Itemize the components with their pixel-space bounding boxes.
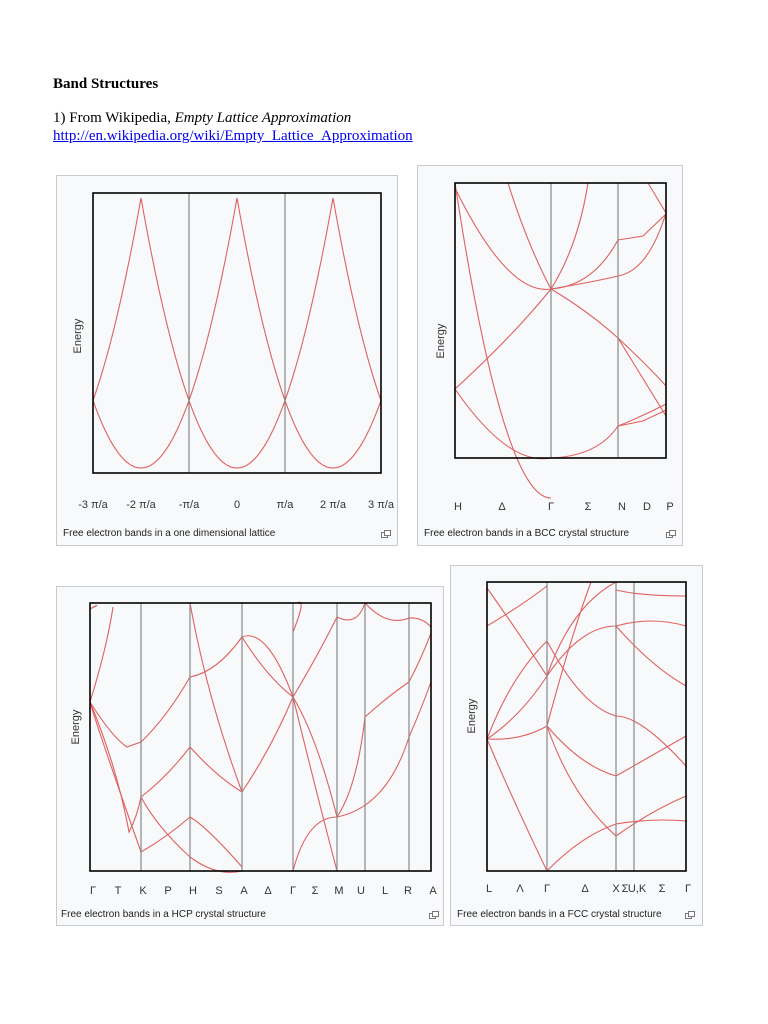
band-line [242,637,293,697]
band-line [337,682,431,817]
band-line [293,697,337,871]
band-line [618,338,666,386]
x-tick-label: R [404,885,412,897]
band-line [455,188,551,289]
figure-1d-lattice [56,175,398,546]
x-tick-label: U,K [627,883,647,895]
enlarge-icon[interactable] [429,911,439,919]
band-line [616,590,686,596]
x-tick-label: N [618,501,626,513]
x-tick-label: π/a [276,499,294,511]
band-line [551,213,666,289]
x-tick-label: S [215,885,223,897]
x-tick-label: X [612,883,620,895]
figure-caption: Free electron bands in a HCP crystal structure [61,909,266,920]
x-tick-label: Δ [264,885,272,897]
chart-1d-lattice [57,176,399,547]
band-line [455,289,551,389]
band-line [487,641,547,739]
chart-bcc [418,166,684,547]
x-tick-label: -3 π/a [78,499,108,511]
figure-caption: Free electron bands in a one dimensional lattice [63,528,276,539]
source-prefix: 1) From Wikipedia, [53,110,175,126]
wikipedia-link[interactable]: http://en.wikipedia.org/wiki/Empty_Lattice_Approximation [53,128,413,144]
y-axis-label: Energy [466,698,478,734]
band-line [487,586,547,626]
enlarge-icon[interactable] [685,911,695,919]
x-tick-label: Δ [498,501,506,513]
x-tick-label: 3 π/a [368,499,394,511]
band-line [551,410,666,458]
source-line [53,110,351,127]
x-tick-label: Δ [581,883,589,895]
plot-frame [487,582,686,871]
x-tick-label: L [381,885,389,897]
band-line [365,603,431,627]
band-line [508,183,551,289]
band-line [551,289,666,416]
band-line [616,626,686,686]
band-curves [93,198,381,468]
band-line [141,797,242,872]
band-line [90,605,97,609]
band-line [90,607,113,702]
x-tick-label: Γ [289,885,297,897]
plot-frame [455,183,666,458]
band-line [93,198,141,401]
x-tick-label: U [357,885,365,897]
x-tick-label: P [164,885,172,897]
x-tick-label: H [189,885,197,897]
x-tick-label: K [139,885,147,897]
x-tick-label: Σ [311,885,319,897]
x-tick-label: M [334,885,344,897]
band-line [93,198,237,468]
enlarge-icon[interactable] [381,530,391,538]
band-line [487,588,547,676]
x-tick-label: H [454,501,462,513]
y-axis-label: Energy [72,318,84,354]
band-line [618,404,666,426]
y-axis-label: Energy [435,323,447,359]
band-line [242,636,293,697]
band-line [90,637,242,747]
source-title: Empty Lattice Approximation [174,110,352,126]
band-line [551,183,588,289]
chart-hcp [57,587,445,927]
x-tick-label: P [666,501,674,513]
figure-hcp [56,586,444,926]
plot-frame [93,193,381,473]
x-tick-label: -π/a [178,499,200,511]
x-tick-label: L [485,883,493,895]
x-tick-label: A [240,885,248,897]
x-tick-label: T [114,885,122,897]
x-tick-label: A [429,885,437,897]
x-tick-label: 0 [233,499,241,511]
band-line [455,389,551,459]
band-line [190,603,242,792]
band-line [487,726,686,776]
x-tick-label: Γ [547,501,555,513]
section-heading: Band Structures [53,76,159,92]
x-tick-label: Σ [621,883,629,895]
band-line [648,183,666,213]
x-tick-label: 2 π/a [320,499,346,511]
band-line [293,602,301,632]
chart-fcc [451,566,704,927]
x-tick-label: Σ [584,501,592,513]
x-tick-label: -2 π/a [126,499,156,511]
enlarge-icon[interactable] [666,530,676,538]
x-tick-label: Σ [658,883,666,895]
band-line [487,621,686,739]
x-tick-label: Γ [684,883,692,895]
x-tick-label: Γ [89,885,97,897]
figure-caption: Free electron bands in a FCC crystal structure [457,909,662,920]
band-line [90,702,242,867]
band-curves [455,183,666,498]
figure-bcc [417,165,683,546]
band-curves [487,582,686,871]
figure-caption: Free electron bands in a BCC crystal structure [424,528,630,539]
band-line [141,198,333,468]
x-tick-label: Γ [543,883,551,895]
band-line [487,739,547,871]
band-line [90,702,190,832]
band-line [293,603,365,697]
band-line [333,198,381,401]
y-axis-label: Energy [70,709,82,745]
figure-fcc [450,565,703,926]
band-line [455,183,551,498]
x-tick-label: D [643,501,651,513]
band-line [237,198,381,468]
x-tick-label: Λ [516,883,524,895]
